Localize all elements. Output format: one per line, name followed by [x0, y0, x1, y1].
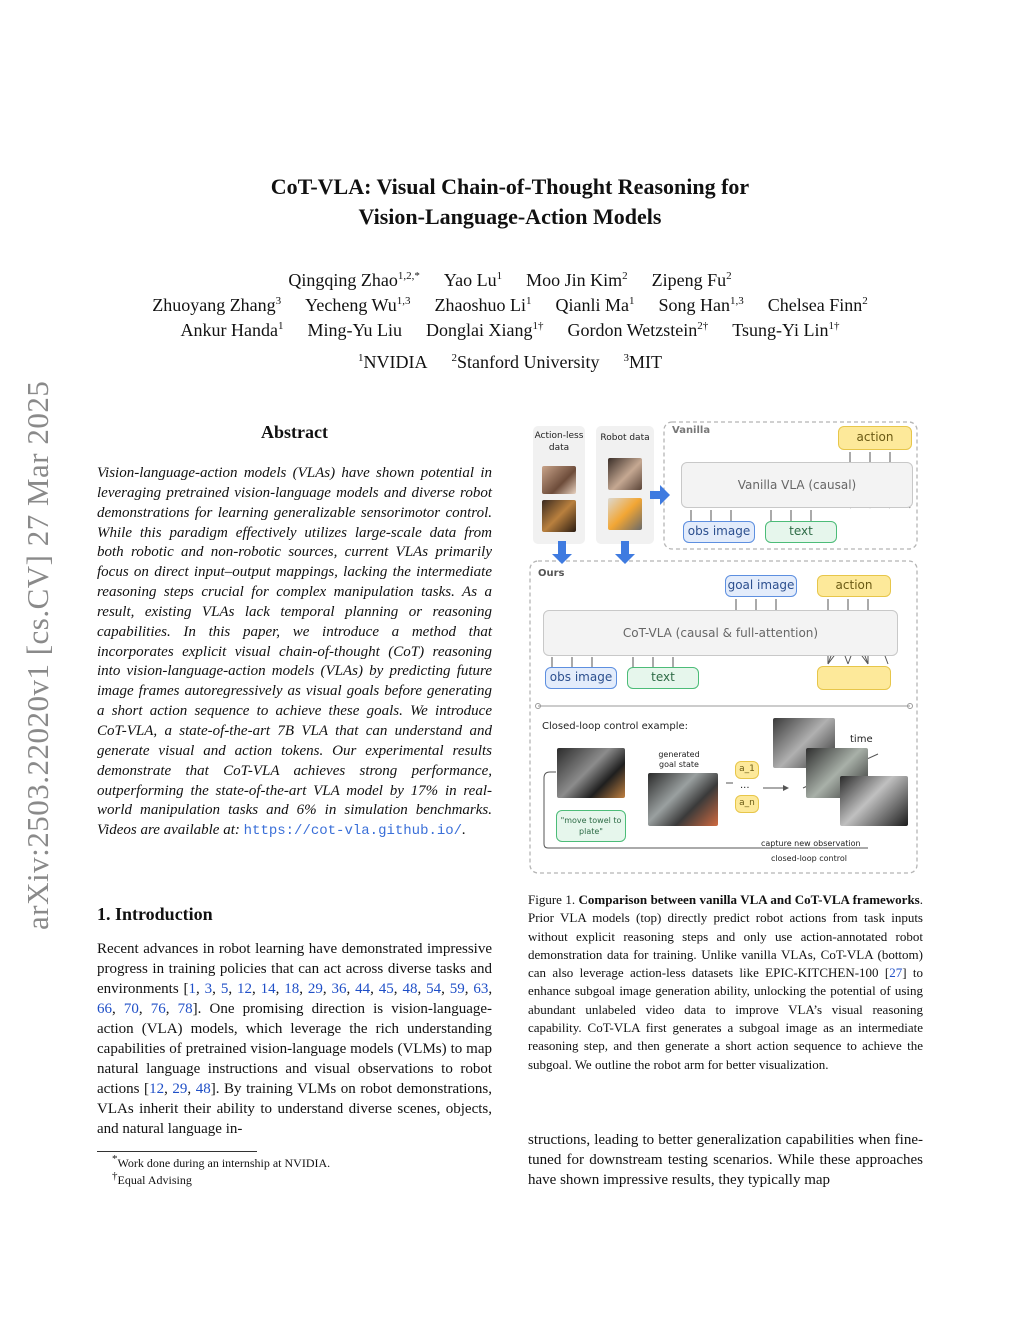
ours-action-output-box: [817, 666, 891, 690]
author-affiliation-mark: 1: [278, 320, 284, 332]
vanilla-text-box: text: [765, 521, 837, 543]
footnote-1-text: Work done during an internship at NVIDIA.: [117, 1156, 331, 1170]
action-less-photo-1: [542, 466, 576, 494]
author-name: [152, 295, 281, 315]
intro-paragraph-2: structions, leading to better generalization capabilities when fine-tuned for downstream testing scenarios. While these approaches have shown impressive results, they typically map: [528, 1132, 923, 1188]
caption-text-b: ] to enhance subgoal image generation ability, unlocking the potential of using abundant unlabeled video data to improve VLA’s visual reasoning capability. CoT-VLA first generates a subgoal image as an intermediate reasoning step, and then generate a short action sequence to achieve the subgoal. We outline the robot arm for better visualization.: [528, 965, 923, 1072]
vanilla-label: Vanilla: [672, 425, 711, 436]
citation-separator: ,: [393, 981, 403, 997]
intro-paragraph-1: [97, 939, 492, 1139]
citation-separator: ,: [488, 981, 493, 997]
author-row-1: [0, 268, 1020, 293]
affiliation-mark: 2: [451, 352, 457, 364]
footnote-rule: [97, 1151, 257, 1152]
citation-separator: ,: [346, 981, 356, 997]
citation-link[interactable]: 12: [236, 981, 252, 997]
observation-photo: [557, 748, 625, 798]
citation-separator: ,: [322, 981, 332, 997]
author-name: [426, 320, 543, 340]
caption-prefix: Figure 1.: [528, 892, 579, 907]
citation-separator: ,: [212, 981, 221, 997]
author-name-text: Ming-Yu Liu: [307, 320, 403, 340]
citation-separator: ,: [441, 981, 450, 997]
author-name-text: Gordon Wetzstein: [567, 320, 698, 340]
citation-separator: ,: [112, 1001, 124, 1017]
footnote-2: [112, 1172, 192, 1189]
author-affiliation-mark: 1†: [532, 320, 544, 332]
ours-action-box: action: [817, 575, 891, 597]
citation-separator: ,: [417, 981, 427, 997]
action-a1-box: a_1: [735, 761, 759, 779]
action-an-box: a_n: [735, 795, 759, 813]
caption-text-a: . Prior VLA models (top) directly predict robot actions from task inputs without explicit reasoning steps and only use action-annotated robot demonstration data for training. Unlike vanilla VLAs, CoT-VLA (bottom) can also leverage action-less datasets like EPIC-KITCHEN-100 [: [528, 892, 923, 981]
instruction-box: "move towel to plate": [556, 810, 626, 842]
author-name: [444, 270, 502, 290]
title-line-1: CoT-VLA: Visual Chain-of-Thought Reasoning for: [270, 174, 750, 199]
vanilla-input-arrows: [691, 510, 811, 521]
closed-loop-control-label: closed-loop control: [771, 854, 847, 863]
author-name-text: Song Han: [658, 295, 731, 315]
author-name: [181, 320, 284, 340]
citation-separator: ,: [299, 981, 308, 997]
citation-link[interactable]: 18: [284, 981, 300, 997]
ours-obs-image-box: obs image: [545, 667, 617, 689]
citation-separator: ,: [187, 1081, 196, 1097]
citation-link[interactable]: 59: [449, 981, 465, 997]
citation-link[interactable]: 63: [473, 981, 489, 997]
closed-loop-label: Closed-loop control example:: [542, 721, 688, 732]
author-name-text: Moo Jin Kim: [526, 270, 623, 290]
footnote-1-mark: *: [112, 1153, 118, 1165]
citation-link[interactable]: 66: [97, 1001, 112, 1017]
citation-link[interactable]: 14: [260, 981, 276, 997]
citation-link[interactable]: 45: [378, 981, 394, 997]
time-label: time: [850, 734, 873, 745]
citation-separator: ,: [370, 981, 379, 997]
author-affiliation-mark: 1,3: [730, 295, 744, 307]
figure-1: [528, 418, 923, 878]
abstract-text: [97, 464, 492, 842]
author-affiliation-mark: 2†: [697, 320, 709, 332]
intro-text-b: ]. One promising direction is vision-language-action (VLA) models, which leverage the rich understanding capabilities of pretrained vision-language models (VLMs) to map natural language instructions and visual observations to robot actions [: [97, 1001, 493, 1097]
abstract-end: .: [462, 822, 466, 839]
affiliation-mark: 1: [358, 352, 364, 364]
action-dots: ...: [740, 780, 750, 791]
project-url-link[interactable]: https://cot-vla.github.io/: [243, 823, 463, 840]
affiliation: [623, 352, 662, 372]
author-row-2: [0, 293, 1020, 318]
affiliations: [0, 350, 1020, 375]
paper-title: [0, 172, 1020, 232]
author-affiliation-mark: 3: [275, 295, 282, 307]
author-affiliation-mark: 1: [496, 270, 503, 282]
citation-link[interactable]: 36: [331, 981, 347, 997]
citation-link[interactable]: 78: [177, 1001, 193, 1017]
citation-link[interactable]: 48: [195, 1081, 211, 1097]
figure-caption: [528, 891, 923, 1074]
citation-separator: ,: [464, 981, 474, 997]
author-name-text: Chelsea Finn: [767, 295, 863, 315]
author-affiliation-mark: 2: [862, 295, 868, 307]
arxiv-stamp: arXiv:2503.22020v1 [cs.CV] 27 Mar 2025: [20, 380, 55, 930]
introduction-heading: 1. Introduction: [97, 904, 213, 924]
caption-cite-link[interactable]: 27: [889, 965, 903, 981]
intro-text-c: ]. By training VLMs on robot demonstrations, VLAs inherit their ability to understand diverse scenes, objects, and natural language in-: [97, 1081, 493, 1137]
citation-separator: ,: [196, 981, 205, 997]
ours-vla-box: CoT-VLA (causal & full-attention): [543, 610, 898, 656]
author-name-text: Qingqing Zhao: [288, 270, 398, 290]
citation-link[interactable]: 5: [220, 981, 229, 997]
capture-label: capture new observation: [761, 839, 861, 848]
author-name-text: Zipeng Fu: [651, 270, 727, 290]
caption-bold: Comparison between vanilla VLA and CoT-VLA frameworks: [578, 892, 920, 907]
author-affiliation-mark: 1: [526, 295, 532, 307]
citation-link[interactable]: 29: [307, 981, 323, 997]
footnote-2-mark: †: [112, 1170, 118, 1182]
author-name: [288, 270, 420, 290]
affiliation: [358, 352, 427, 372]
author-affiliation-mark: 2: [726, 270, 732, 282]
affiliation-name: MIT: [628, 352, 662, 372]
citation-separator: ,: [164, 1081, 173, 1097]
intro-text-a: Recent advances in robot learning have demonstrated impressive progress in training policies that can act across diverse tasks and environments [: [97, 941, 492, 997]
vanilla-obs-image-box: obs image: [683, 521, 755, 543]
author-name-text: Donglai Xiang: [426, 320, 533, 340]
author-name-text: Ankur Handa: [180, 320, 279, 340]
citation-separator: ,: [138, 1001, 151, 1017]
affiliation-mark: 3: [623, 352, 629, 364]
author-name: [732, 320, 839, 340]
citation-link[interactable]: 12: [149, 1081, 165, 1097]
author-name: [526, 270, 628, 290]
citation-link[interactable]: 44: [355, 981, 371, 997]
author-name-text: Tsung-Yi Lin: [732, 320, 829, 340]
author-name-text: Qianli Ma: [555, 295, 630, 315]
citation-link[interactable]: 3: [204, 981, 213, 997]
citation-separator: ,: [275, 981, 285, 997]
author-affiliation-mark: 1,2,*: [397, 270, 420, 282]
affiliation: [452, 352, 600, 372]
abstract-body: Vision-language-action models (VLAs) have shown potential in leveraging pretrained vision-language models and diverse robot demonstrations for learning generalizable sensorimotor control. While this paradigm effectively utilizes large-scale data from both robotic and non-robotic sources, current VLAs primarily focus on direct input–output mappings, lacking the intermediate reasoning steps crucial for complex manipulation tasks. As a result, existing VLAs lack temporal planning or reasoning capabilities. In this paper, we introduce a method that incorporates explicit visual chain-of-thought (CoT) reasoning into vision-language-action models (VLAs) by predicting future image frames autoregressively as visual goals before generating a short action sequence to achieve these goals. We introduce CoT-VLA, a state-of-the-art 7B VLA that can understand and generate visual and action tokens. Our experimental results demonstrate that CoT-VLA achieves strong performance, outperforming the state-of-the-art VLA model by 17% in real-world manipulation tasks and 6% in simulation benchmarks. Videos are available at:: [97, 465, 492, 839]
ours-goal-image-box: goal image: [725, 575, 797, 597]
author-name: [659, 295, 744, 315]
robot-photo-2: [608, 498, 642, 530]
author-affiliation-mark: 2: [622, 270, 628, 282]
goal-state-photo: [648, 773, 718, 826]
author-name-text: Yecheng Wu: [305, 295, 397, 315]
citation-separator: ,: [228, 981, 237, 997]
generated-goal-label: generated goal state: [658, 750, 700, 769]
author-name: [568, 320, 709, 340]
footnote-2-text: Equal Advising: [117, 1173, 192, 1187]
author-affiliation-mark: 1: [629, 295, 635, 307]
time-photo-3: [840, 776, 908, 826]
citation-link[interactable]: 29: [172, 1081, 188, 1097]
citation-link[interactable]: 70: [123, 1001, 139, 1017]
citation-link[interactable]: 48: [402, 981, 418, 997]
ours-text-box: text: [627, 667, 699, 689]
robot-data-label: Robot data: [600, 433, 650, 443]
author-name: [305, 295, 410, 315]
author-name: [652, 270, 732, 290]
vanilla-vla-box: Vanilla VLA (causal): [681, 462, 913, 508]
ours-label: Ours: [538, 568, 565, 579]
vanilla-action-box: action: [838, 426, 912, 450]
citation-link[interactable]: 1: [188, 981, 197, 997]
author-name-text: Yao Lu: [443, 270, 497, 290]
author-affiliation-mark: 1,3: [396, 295, 411, 307]
author-name: [768, 295, 868, 315]
author-name-text: Zhuoyang Zhang: [152, 295, 276, 315]
citation-link[interactable]: 76: [150, 1001, 166, 1017]
footnote-1: [112, 1155, 330, 1172]
author-affiliation-mark: 1†: [828, 320, 840, 332]
author-name: [556, 295, 635, 315]
affiliation-name: Stanford University: [457, 352, 600, 372]
author-name-text: Zhaoshuo Li: [434, 295, 527, 315]
citation-link[interactable]: 54: [426, 981, 442, 997]
citation-separator: ,: [251, 981, 261, 997]
author-name: [308, 320, 403, 340]
author-row-3: [0, 318, 1020, 343]
author-name: [435, 295, 532, 315]
citation-separator: ,: [165, 1001, 178, 1017]
action-less-label: Action-less data: [534, 431, 584, 453]
title-line-2: Vision-Language-Action Models: [358, 204, 662, 229]
abstract-heading: Abstract: [261, 422, 328, 442]
robot-photo-1: [608, 458, 642, 490]
affiliation-name: NVIDIA: [363, 352, 428, 372]
action-less-photo-2: [542, 500, 576, 532]
